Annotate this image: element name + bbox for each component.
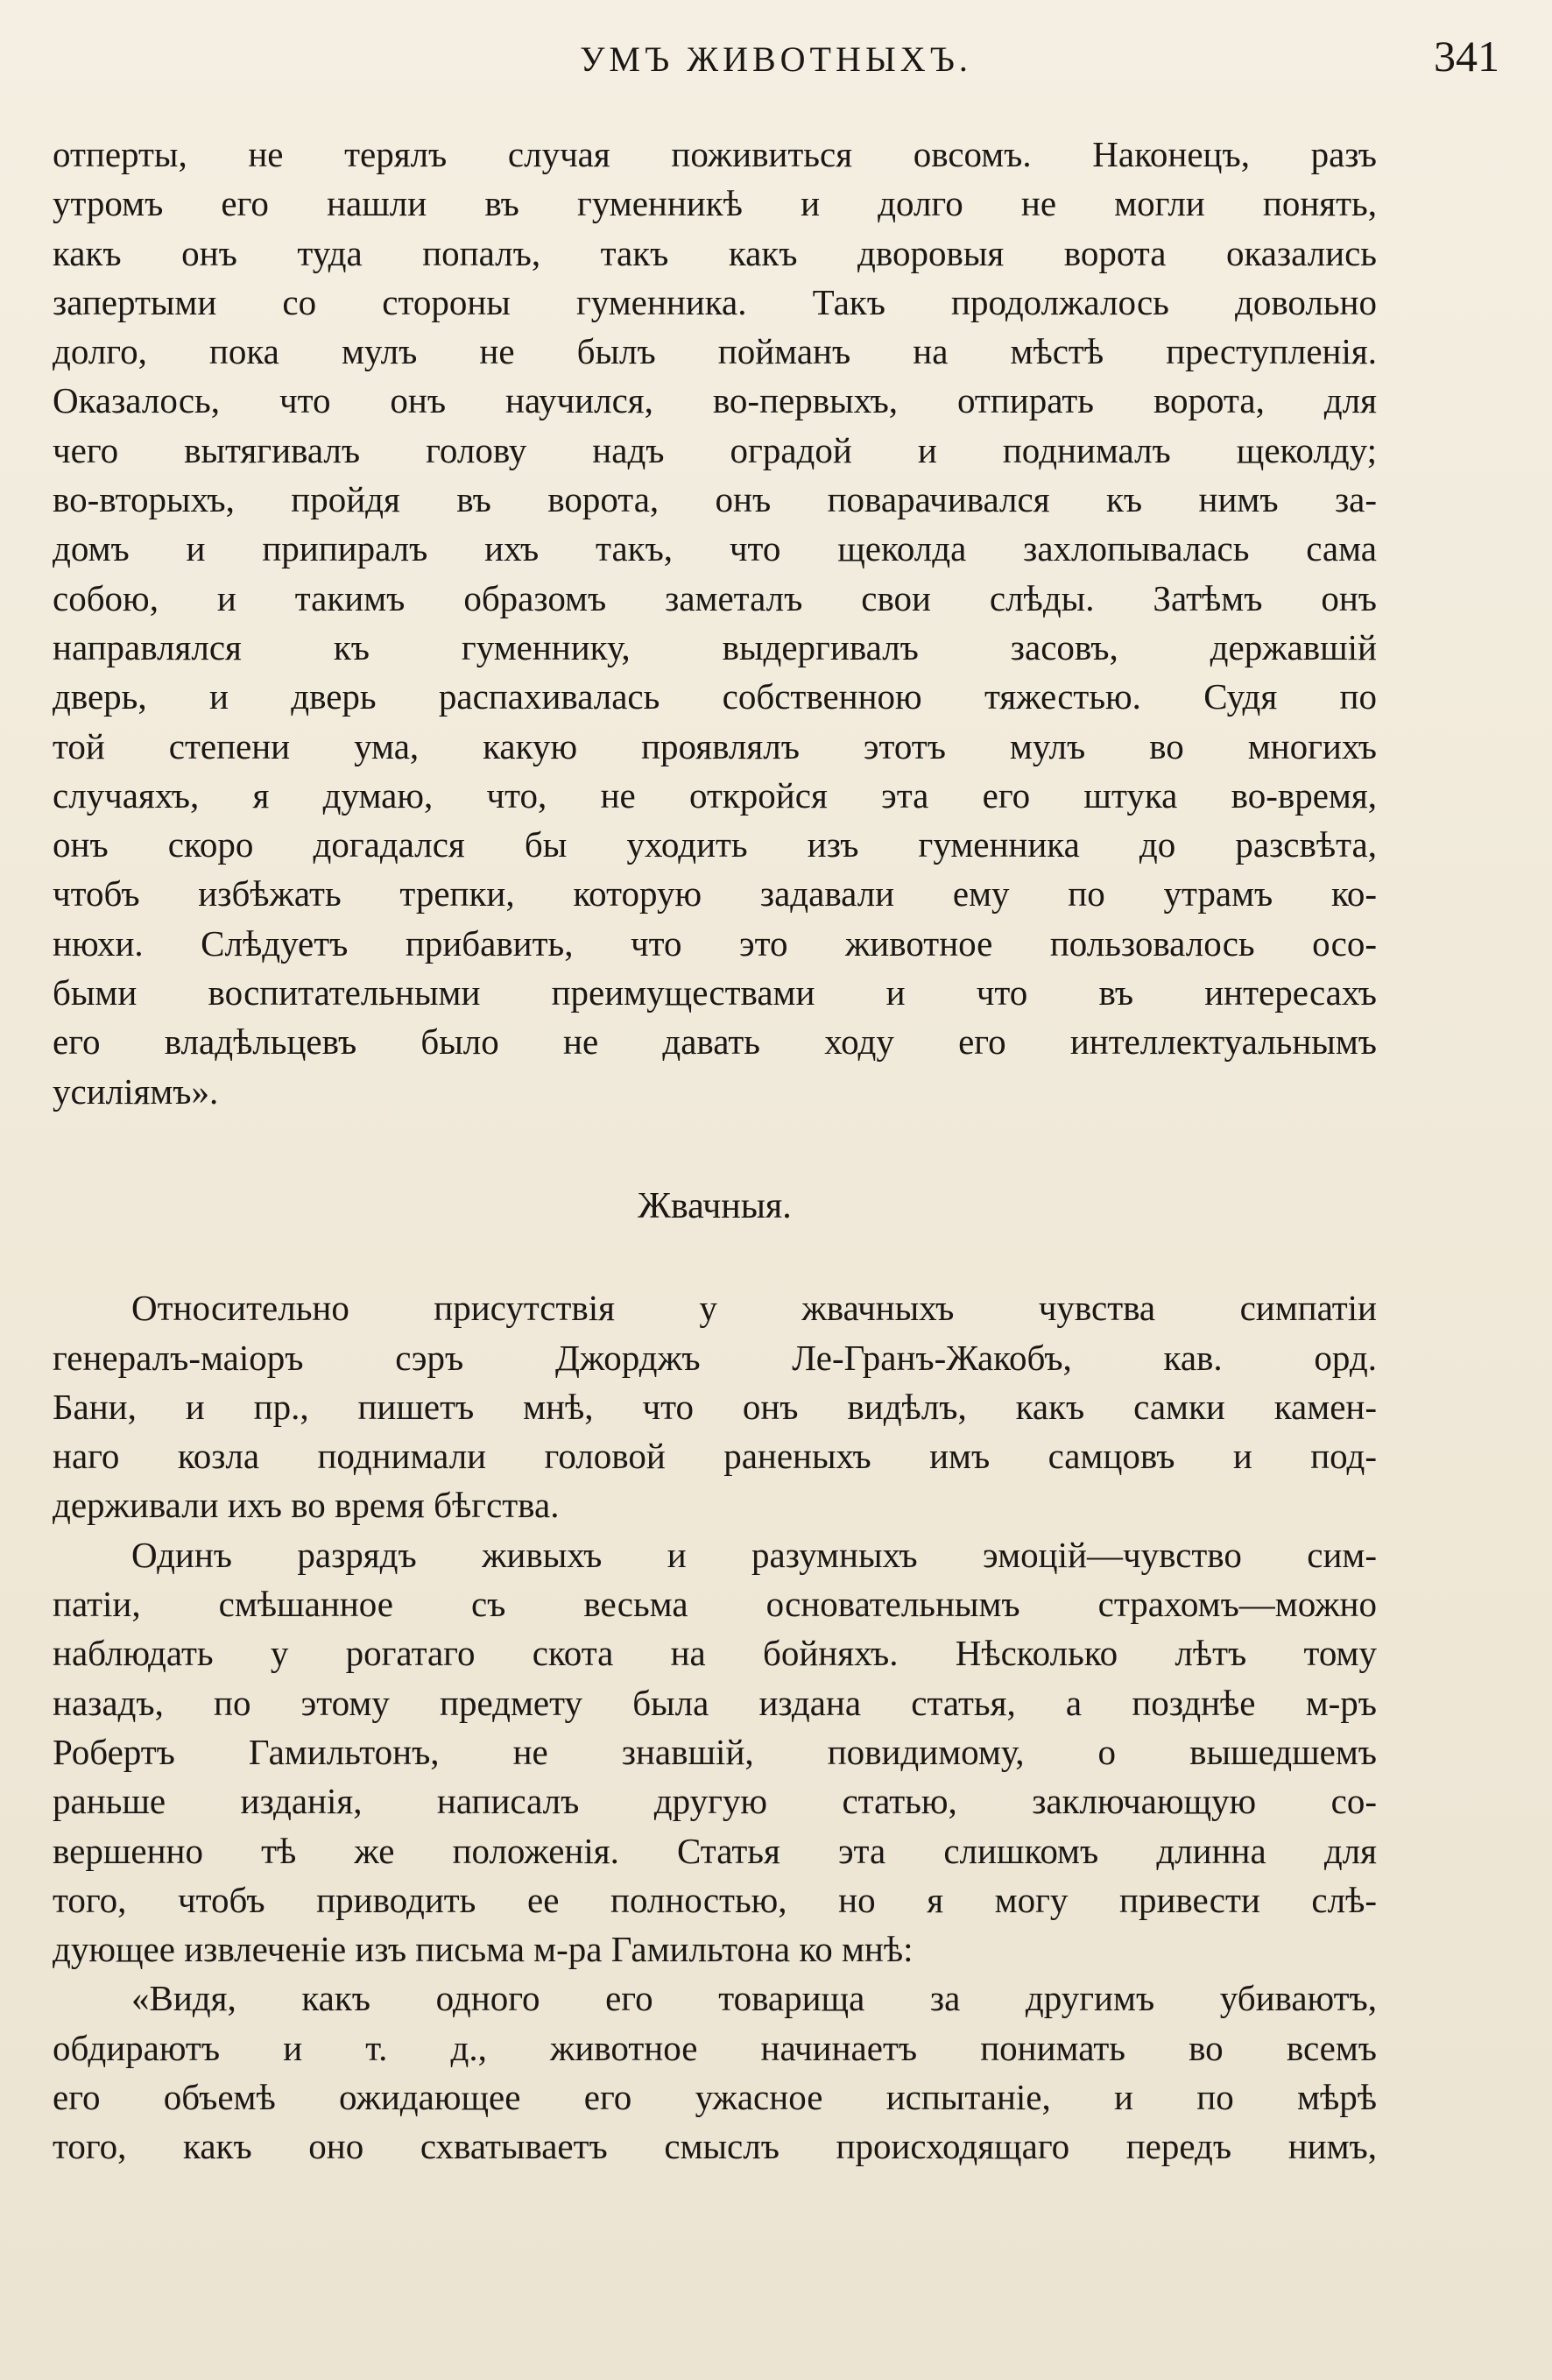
text-line: чтобъ избѣжать трепки, которую задавали ему по утрамъ ко- — [53, 873, 1377, 915]
text-line: того, чтобъ приводить ее полностью, но я могу привести слѣ- — [53, 1879, 1377, 1920]
text-line: онъ скоро догадался бы уходить изъ гуменника до разсвѣта, — [53, 824, 1377, 865]
text-line: наблюдать у рогатаго скота на бойняхъ. Нѣсколько лѣтъ тому — [53, 1633, 1377, 1674]
text-line: чего вытягивалъ голову надъ оградой и поднималъ щеколду; — [53, 429, 1377, 470]
running-title: УМЪ ЖИВОТНЫХЪ. — [580, 39, 972, 79]
text-line: Бани, и пр., пишетъ мнѣ, что онъ видѣлъ, какъ самки камен- — [53, 1386, 1377, 1427]
text-line: держивали ихъ во время бѣгства. — [53, 1485, 560, 1526]
section-heading: Жвачныя. — [638, 1185, 792, 1226]
paragraph-slaughterhouse — [53, 1530, 1377, 1974]
text-line: дующее извлеченіе изъ письма м-ра Гамильтона ко мнѣ: — [53, 1929, 914, 1970]
paragraph-quote — [53, 1974, 1377, 2171]
text-line: направлялся къ гуменнику, выдергивалъ засовъ, державшій — [53, 626, 1377, 667]
text-line: дверь, и дверь распахивалась собственною тяжестью. Судя по — [53, 676, 1377, 717]
text-line: патіи, смѣшанное съ весьма основательнымъ страхомъ—можно — [53, 1584, 1377, 1625]
text-line: домъ и припиралъ ихъ такъ, что щеколда захлопывалась сама — [53, 528, 1377, 569]
running-head — [53, 33, 1499, 86]
text-line: назадъ, по этому предмету была издана статья, а позднѣе м-ръ — [53, 1682, 1377, 1723]
text-line: долго, пока мулъ не былъ пойманъ на мѣстѣ преступленія. — [53, 331, 1377, 372]
text-line: случаяхъ, я думаю, что, не откройся эта его штука во-время, — [53, 774, 1377, 816]
paragraph-sympathy — [53, 1283, 1377, 1529]
text-line: собою, и такимъ образомъ заметалъ свои слѣды. Затѣмъ онъ — [53, 577, 1377, 618]
text-line: Одинъ разрядъ живыхъ и разумныхъ эмоцій—чувство сим- — [131, 1534, 1377, 1575]
text-line: вершенно тѣ же положенія. Статья эта слишкомъ длинна для — [53, 1830, 1377, 1871]
text-line: быми воспитательными преимуществами и что въ интересахъ — [53, 972, 1377, 1013]
text-line: усиліямъ». — [53, 1070, 219, 1112]
text-line: какъ онъ туда попалъ, такъ какъ дворовыя ворота оказались — [53, 232, 1377, 273]
text-line: его владѣльцевъ было не давать ходу его интеллектуальнымъ — [53, 1021, 1377, 1063]
text-line: наго козла поднимали головой раненыхъ имъ самцовъ и под- — [53, 1436, 1377, 1477]
text-line: раньше изданія, написалъ другую статью, заключающую со- — [53, 1781, 1377, 1822]
text-line: того, какъ оно схватываетъ смыслъ происходящаго передъ нимъ, — [53, 2126, 1377, 2167]
text-line: отперты, не терялъ случая поживиться овсомъ. Наконецъ, разъ — [53, 134, 1377, 174]
text-line: утромъ его нашли въ гуменникѣ и долго не могли понять, — [53, 183, 1377, 224]
text-body — [53, 130, 1377, 2172]
text-line: его объемѣ ожидающее его ужасное испытаніе, и по мѣрѣ — [53, 2076, 1377, 2117]
text-line: Относительно присутствія у жвачныхъ чувства симпатіи — [131, 1288, 1377, 1329]
text-line: нюхи. Слѣдуетъ прибавить, что это животное пользовалось осо- — [53, 922, 1377, 964]
text-line: обдираютъ и т. д., животное начинаетъ понимать во всемъ — [53, 2027, 1377, 2068]
text-line: Оказалось, что онъ научился, во-первыхъ, отпирать ворота, для — [53, 380, 1377, 421]
text-line: во-вторыхъ, пройдя въ ворота, онъ поварачивался къ нимъ за- — [53, 479, 1377, 520]
text-line: генералъ-маіоръ сэръ Джорджъ Ле-Гранъ-Жакобъ, кав. орд. — [53, 1337, 1377, 1378]
text-line: той степени ума, какую проявлялъ этотъ мулъ во многихъ — [53, 725, 1377, 766]
text-line: Робертъ Гамильтонъ, не знавшій, повидимому, о вышедшемъ — [53, 1731, 1377, 1772]
text-line: «Видя, какъ одного его товарища за другимъ убиваютъ, — [131, 1978, 1377, 2019]
paragraph-mule-story — [53, 130, 1377, 1116]
page-number: 341 — [1434, 32, 1499, 81]
text-line: запертыми со стороны гуменника. Такъ продолжалось довольно — [53, 281, 1377, 322]
